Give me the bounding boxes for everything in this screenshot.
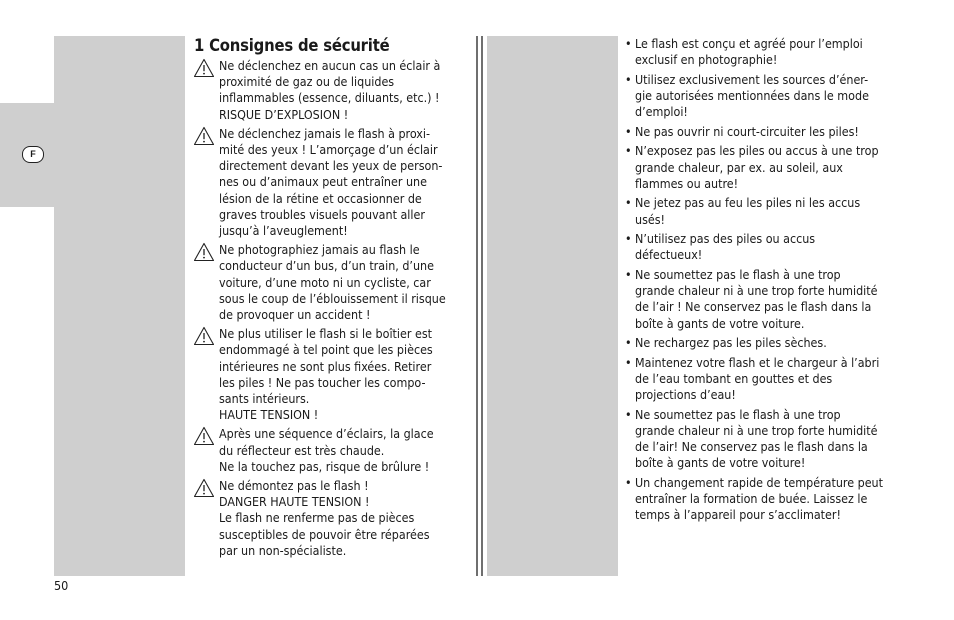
- bullet-list: [625, 36, 915, 527]
- bullet-item: [625, 231, 915, 263]
- bullet-text-line: Ne jetez pas au feu les piles ni les accus: [635, 195, 861, 211]
- bullet-text-line: défectueux!: [635, 247, 703, 263]
- bullet-text-line: gie autorisées mentionnées dans le mode: [635, 88, 869, 103]
- bullet-item: [625, 475, 915, 524]
- bullet-text-line: grande chaleur ni à une trop forte humidité: [635, 283, 878, 299]
- bullet-text-line: grande chaleur ni à une trop forte humidité: [635, 422, 878, 438]
- warning-text-line: DANGER HAUTE TENSION !: [219, 494, 370, 510]
- bullet-item: [625, 143, 915, 192]
- warning-triangle-icon: [193, 426, 215, 446]
- warning-text-line: sants intérieurs.: [219, 391, 310, 407]
- bullet-text-line: flammes ou autre!: [635, 175, 739, 191]
- bullet-text-line: Ne soumettez pas le flash à une trop: [635, 406, 841, 422]
- bullet-text-line: N’exposez pas les piles ou accus à une trop: [635, 143, 879, 159]
- bullet-text-line: temps à l’appareil pour s’acclimater!: [635, 507, 841, 523]
- bullet-text-line: boîte à gants de votre voiture.: [635, 315, 805, 331]
- bullet-text-line: de l’air ! Ne conservez pas le flash dans la: [635, 299, 872, 315]
- warning-text-line: Ne plus utiliser le flash si le boîtier est: [219, 326, 433, 342]
- warning-text-line: inflammables (essence, diluants, etc.) !: [219, 90, 440, 106]
- warning-text-line: directement devant les yeux de person-: [219, 158, 443, 174]
- bullet-dot-icon: •: [625, 231, 632, 247]
- bullet-item: [625, 36, 915, 68]
- warning-text-line: graves troubles visuels pouvant aller: [219, 206, 425, 222]
- bullet-dot-icon: •: [625, 143, 632, 159]
- left-margin-band: [54, 36, 185, 576]
- column-divider-rule: [481, 36, 483, 576]
- warning-item: [193, 58, 473, 123]
- bullet-text-line: Ne pas ouvrir ni court-circuiter les piles!: [635, 123, 859, 139]
- warning-triangle-icon: [193, 58, 215, 78]
- warning-text-line: par un non-spécialiste.: [219, 542, 347, 558]
- warning-text-line: Ne démontez pas le flash !: [219, 478, 369, 494]
- bullet-text-line: Maintenez votre flash et le chargeur à l’abri: [635, 354, 880, 370]
- warning-text-line: conducteur d’un bus, d’un train, d’une: [219, 258, 434, 274]
- warning-text-line: jusqu’à l’aveuglement!: [219, 223, 348, 239]
- warning-text-line: proximité de gaz ou de liquides: [219, 74, 395, 90]
- bullet-text-line: de l’eau tombant en gouttes et des: [635, 370, 833, 386]
- bullet-text-line: usés!: [635, 211, 666, 227]
- warning-text-line: RISQUE D’EXPLOSION !: [219, 106, 349, 122]
- warning-item: [193, 326, 473, 423]
- bullet-dot-icon: •: [625, 406, 632, 422]
- bullet-item: [625, 195, 915, 227]
- bullet-dot-icon: •: [625, 36, 632, 51]
- bullet-text-line: Ne rechargez pas les piles sèches.: [635, 335, 827, 351]
- bullet-dot-icon: •: [625, 71, 632, 87]
- bullet-text-line: projections d’eau!: [635, 387, 736, 403]
- bullet-item: [625, 72, 915, 121]
- warning-text-line: du réflecteur est très chaude.: [219, 442, 385, 458]
- bullet-text-line: Le flash est conçu et agréé pour l’emploi: [635, 36, 863, 51]
- bullet-text-line: d’emploi!: [635, 104, 688, 120]
- warning-item: [193, 242, 473, 323]
- warning-text-line: HAUTE TENSION !: [219, 407, 319, 423]
- middle-margin-band: [487, 36, 618, 576]
- warning-text-line: lésion de la rétine et occasionner de: [219, 190, 422, 206]
- warning-text-line: sous le coup de l’éblouissement il risque: [219, 290, 446, 306]
- bullet-text-line: boîte à gants de votre voiture!: [635, 455, 806, 471]
- bullet-text-line: entraîner la formation de buée. Laissez le: [635, 491, 868, 507]
- bullet-dot-icon: •: [625, 123, 632, 139]
- language-badge: F: [22, 146, 44, 163]
- bullet-dot-icon: •: [625, 335, 632, 351]
- warning-text-line: Ne déclenchez en aucun cas un éclair à: [219, 58, 441, 73]
- warning-triangle-icon: [193, 126, 215, 146]
- bullet-item: [625, 407, 915, 472]
- warning-text-line: endommagé à tel point que les pièces: [219, 342, 433, 358]
- warning-text-line: voiture, d’une moto ni un cycliste, car: [219, 274, 431, 290]
- warning-text-line: Ne déclenchez jamais le flash à proxi-: [219, 125, 431, 141]
- warning-text-line: susceptibles de pouvoir être réparées: [219, 526, 430, 542]
- page-number: 50: [54, 578, 69, 593]
- warning-text-line: Ne photographiez jamais au flash le: [219, 242, 420, 258]
- warning-text-line: nes ou d’animaux peut entraîner une: [219, 174, 427, 190]
- bullet-dot-icon: •: [625, 266, 632, 282]
- bullet-item: [625, 355, 915, 404]
- warning-text-line: Après une séquence d’éclairs, la glace: [219, 426, 434, 442]
- warning-text-line: les piles ! Ne pas toucher les compo-: [219, 374, 426, 390]
- warning-text-line: intérieures ne sont plus fixées. Retirer: [219, 358, 432, 374]
- bullet-dot-icon: •: [625, 474, 632, 490]
- warning-text-line: mité des yeux ! L’amorçage d’un éclair: [219, 142, 438, 158]
- warning-item: [193, 426, 473, 475]
- bullet-item: [625, 267, 915, 332]
- bullet-text-line: de l’air! Ne conservez pas le flash dans la: [635, 439, 868, 455]
- warning-triangle-icon: [193, 242, 215, 262]
- warning-text-line: Ne la touchez pas, risque de brûlure !: [219, 458, 430, 474]
- warning-text-line: de provoquer un accident !: [219, 307, 371, 323]
- warning-list: [193, 58, 473, 562]
- bullet-dot-icon: •: [625, 354, 632, 370]
- warning-triangle-icon: [193, 326, 215, 346]
- warning-text-line: Le flash ne renferme pas de pièces: [219, 510, 415, 526]
- bullet-text-line: Un changement rapide de température peut: [635, 474, 883, 490]
- bullet-dot-icon: •: [625, 195, 632, 211]
- section-title: 1 Consignes de sécurité: [194, 36, 390, 55]
- bullet-text-line: exclusif en photographie!: [635, 52, 778, 68]
- bullet-text-line: Ne soumettez pas le flash à une trop: [635, 266, 841, 282]
- bullet-item: [625, 335, 915, 351]
- warning-item: [193, 478, 473, 559]
- warning-triangle-icon: [193, 478, 215, 498]
- bullet-text-line: N’utilisez pas des piles ou accus: [635, 231, 816, 247]
- warning-item: [193, 126, 473, 239]
- column-divider-rule: [476, 36, 478, 576]
- bullet-text-line: grande chaleur, par ex. au soleil, aux: [635, 159, 843, 175]
- bullet-item: [625, 124, 915, 140]
- bullet-text-line: Utilisez exclusivement les sources d’éner-: [635, 71, 869, 87]
